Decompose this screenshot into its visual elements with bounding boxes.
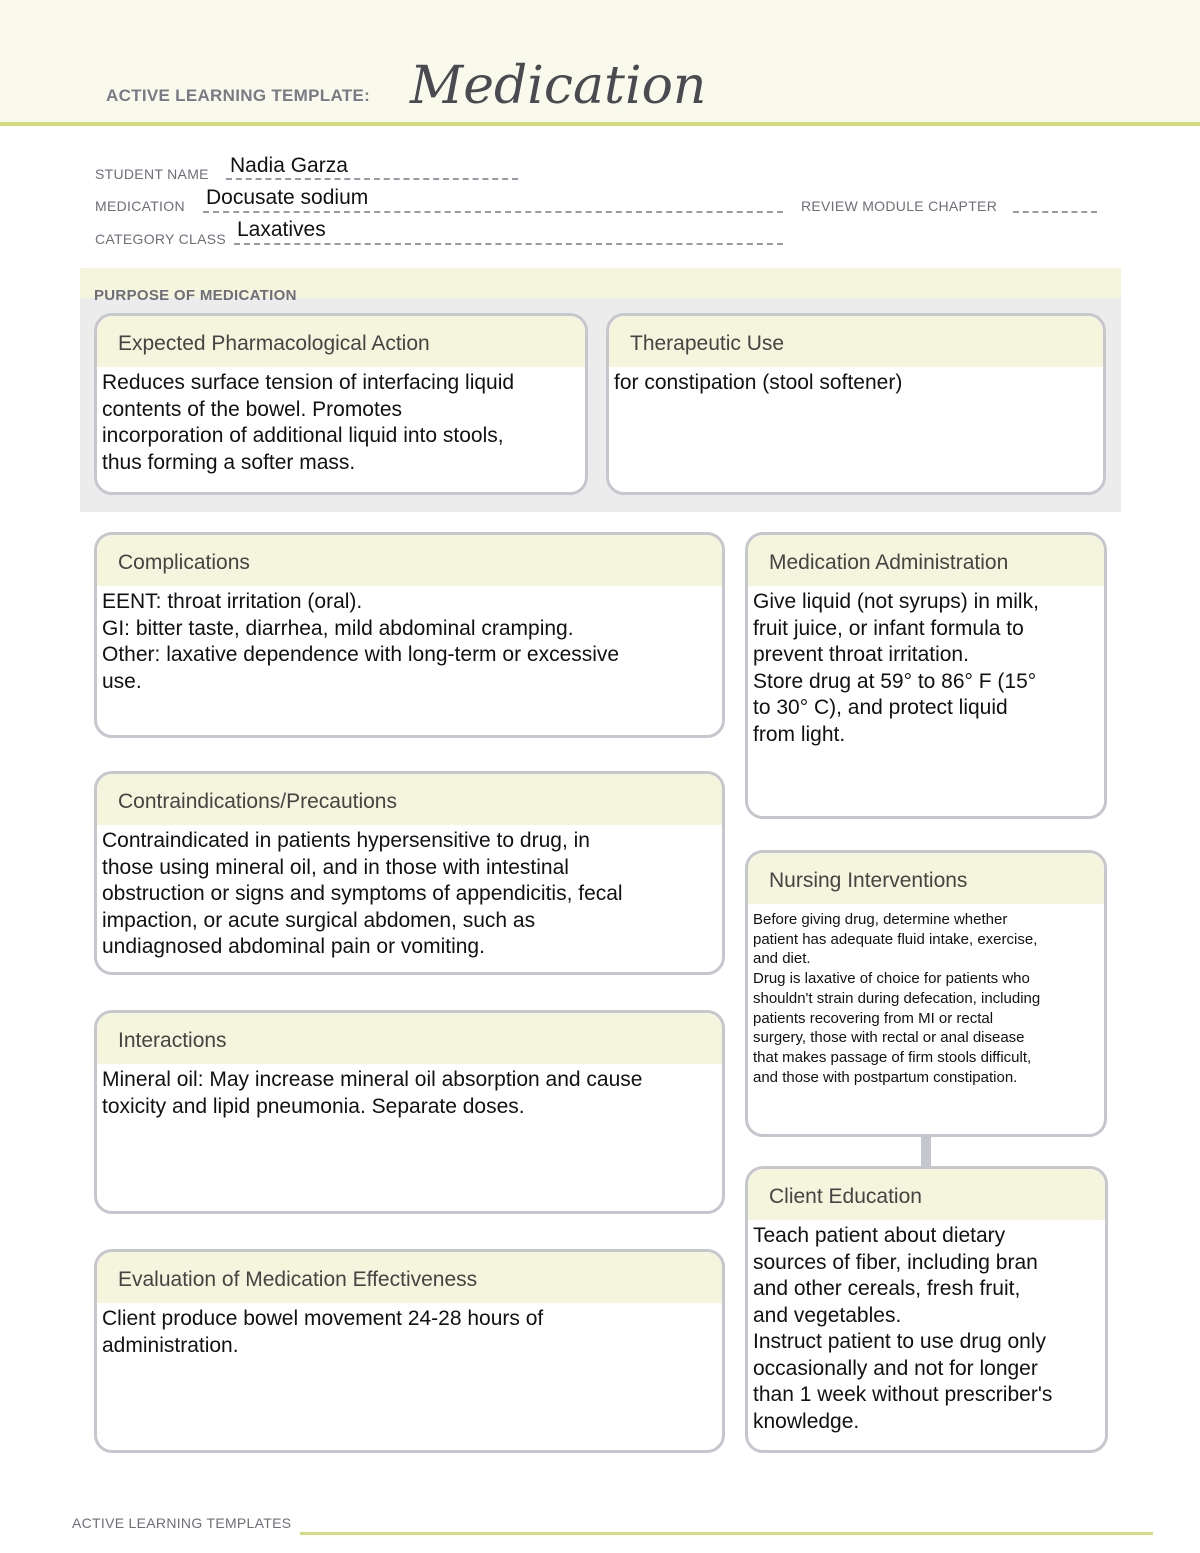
therapeutic-use-text[interactable]: for constipation (stool softener): [614, 371, 903, 394]
therapeutic-use-title: Therapeutic Use: [609, 316, 1103, 367]
template-label: ACTIVE LEARNING TEMPLATE:: [106, 86, 371, 105]
complications-text[interactable]: EENT: throat irritation (oral). GI: bitter taste, diarrhea, mild abdominal cramping. Other: laxative dependence with long-term or excessive use.: [102, 590, 620, 693]
expected-action-box: [94, 313, 588, 495]
student-name-line: [226, 178, 518, 180]
administration-box: [745, 532, 1107, 819]
footer-label: ACTIVE LEARNING TEMPLATES: [72, 1515, 292, 1531]
therapeutic-use-box: [606, 313, 1106, 495]
contraindications-box: [94, 771, 725, 975]
review-module-label: REVIEW MODULE CHAPTER: [801, 198, 998, 214]
nursing-interventions-text[interactable]: Before giving drug, determine whether patient has adequate fluid intake, exercise, and diet. Drug is laxative of choice for patients who shouldn't strain during defecation, including patients recovering from MI or rectal surgery, those with rectal or anal disease that makes passage of firm stools difficult, and those with postpartum constipation.: [753, 911, 1041, 1086]
interactions-box: [94, 1010, 725, 1214]
client-education-box: [745, 1166, 1108, 1453]
complications-title: Complications: [97, 535, 722, 586]
expected-action-title: Expected Pharmacological Action: [97, 316, 585, 367]
client-education-title: Client Education: [748, 1169, 1105, 1220]
purpose-label: PURPOSE OF MEDICATION: [94, 287, 297, 304]
category-class-field[interactable]: Laxatives: [237, 218, 326, 241]
expected-action-text[interactable]: Reduces surface tension of interfacing liquid contents of the bowel. Promotes incorporation of additional liquid into stools, thus forming a softer mass.: [102, 371, 515, 474]
page-title: Medication: [410, 56, 707, 116]
complications-box: [94, 532, 725, 738]
contraindications-title: Contraindications/Precautions: [97, 774, 722, 825]
category-class-line: [234, 243, 783, 245]
header-rule: [0, 122, 1200, 126]
nursing-interventions-title: Nursing Interventions: [748, 853, 1104, 904]
nursing-interventions-box: [745, 850, 1107, 1137]
evaluation-title: Evaluation of Medication Effectiveness: [97, 1252, 722, 1303]
medication-line: [203, 211, 783, 213]
evaluation-text[interactable]: Client produce bowel movement 24-28 hours of administration.: [102, 1307, 544, 1357]
footer-rule: [300, 1532, 1153, 1535]
category-class-label: CATEGORY CLASS: [95, 231, 227, 247]
connector: [921, 1135, 931, 1167]
medication-label: MEDICATION: [95, 198, 185, 214]
interactions-text[interactable]: Mineral oil: May increase mineral oil absorption and cause toxicity and lipid pneumonia. Separate doses.: [102, 1068, 643, 1118]
medication-field[interactable]: Docusate sodium: [206, 186, 369, 209]
interactions-title: Interactions: [97, 1013, 722, 1064]
administration-title: Medication Administration: [748, 535, 1104, 586]
administration-text[interactable]: Give liquid (not syrups) in milk, fruit juice, or infant formula to prevent throat irritation. Store drug at 59° to 86° F (15° to 30° C), and protect liquid from light.: [753, 590, 1039, 746]
contraindications-text[interactable]: Contraindicated in patients hypersensitive to drug, in those using mineral oil, and in those with intestinal obstruction or signs and symptoms of appendicitis, fecal impaction, or acute surgical abdomen, such as undiagnosed abdominal pain or vomiting.: [102, 829, 623, 958]
student-name-field[interactable]: Nadia Garza: [230, 154, 348, 177]
evaluation-box: [94, 1249, 725, 1453]
review-module-field[interactable]: [1013, 211, 1097, 213]
client-education-text[interactable]: Teach patient about dietary sources of fiber, including bran and other cereals, fresh fruit, and vegetables. Instruct patient to use drug only occasionally and not for longer than 1 week without prescriber's knowledge.: [753, 1224, 1053, 1433]
student-name-label: STUDENT NAME: [95, 166, 209, 182]
